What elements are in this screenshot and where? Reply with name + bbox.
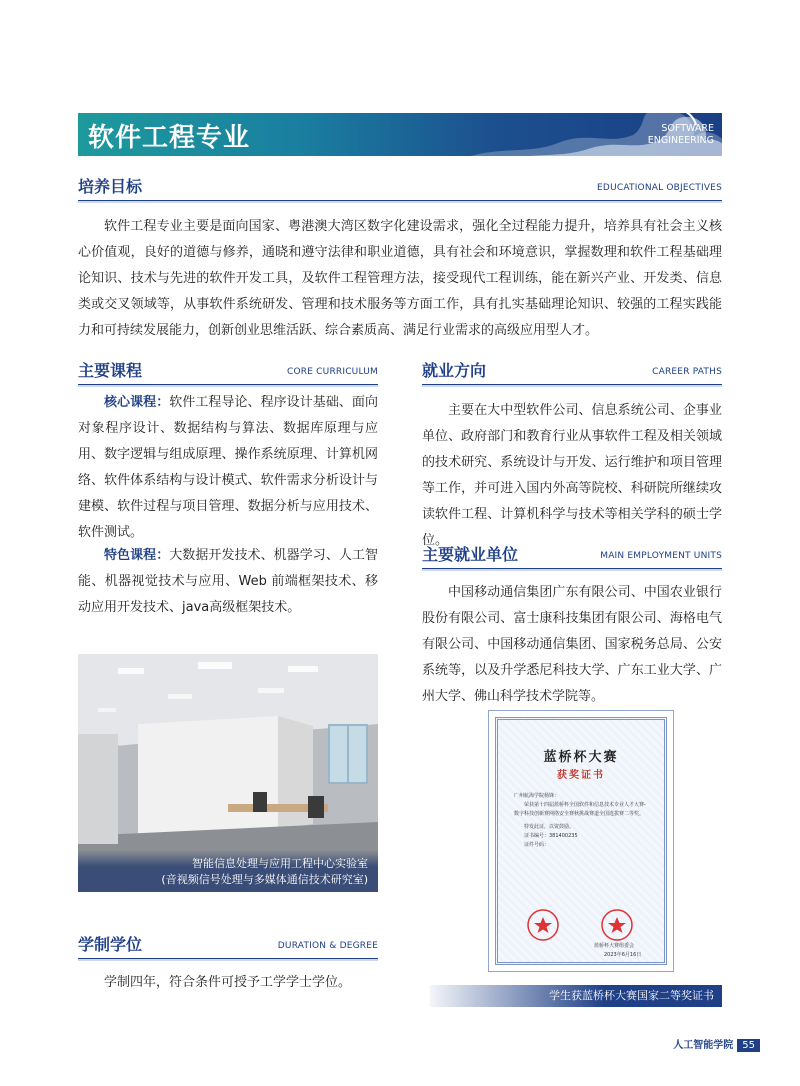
core-courses-label: 核心课程： <box>104 395 170 410</box>
page-number: 55 <box>737 1039 760 1052</box>
objectives-title-en: EDUCATIONAL OBJECTIVES <box>597 183 722 193</box>
special-courses <box>78 543 378 621</box>
duration-title: 学制学位 <box>78 935 143 954</box>
employers-text: 中国移动通信集团广东有限公司、中国农业银行股份有限公司、富士康科技集团有限公司、海格电气有限公司、中国移动通信集团、国家税务总局、公安系统等，以及升学悉尼科技大学、广东工业大学、广州大学、佛山科学技术学院等。 <box>422 585 722 704</box>
certificate-id: 证件号码： <box>524 842 550 848</box>
lab-photo-caption <box>78 850 378 892</box>
page-footer <box>673 1036 760 1052</box>
section-divider <box>78 201 722 203</box>
employers-title: 主要就业单位 <box>422 545 519 564</box>
objectives-text: 软件工程专业主要是面向国家、粤港澳大湾区数字化建设需求，强化全过程能力提升，培养具有社会主义核心价值观，良好的道德与修养，通晓和遵守法律和职业道德，具有社会和环境意识，掌握数理和软件工程基础理论知识、技术与先进的软件开发工具，及软件工程管理方法，接受现代工程训练，能在新兴产业、开发类、信息类或交叉领域等，从事软件系统研发、管理和技术服务等方面工作，具有扎实基础理论知识、较强的工程实践能力和可持续发展能力，创新创业思维活跃、综合素质高、满足行业需求的高级应用型人才。 <box>78 219 722 338</box>
duration-text: 学制四年，符合条件可授予工学学士学位。 <box>104 975 352 990</box>
certificate-subtitle: 获奖证书 <box>557 770 605 781</box>
career-title: 就业方向 <box>422 361 487 380</box>
employers-header <box>422 544 722 569</box>
certificate-body <box>514 792 650 850</box>
footer-school: 人工智能学院 <box>673 1040 734 1051</box>
caption-line2: (音视频信号处理与多媒体通信技术研究室) <box>161 873 368 886</box>
caption-line1: 智能信息处理与应用工程中心实验室 <box>192 857 368 870</box>
certificate-issuer: 蓝桥杯大赛组委会 <box>594 943 635 949</box>
curriculum-header <box>78 360 378 385</box>
section-divider <box>78 385 378 387</box>
certificate-date: 2023年6月16日 <box>604 952 642 958</box>
career-title-en: CAREER PATHS <box>652 367 722 377</box>
core-courses <box>78 390 378 546</box>
objectives-title: 培养目标 <box>78 177 143 196</box>
title-en-line1: SOFTWARE <box>661 123 714 134</box>
curriculum-title-en: CORE CURRICULUM <box>287 367 378 377</box>
certificate-title: 蓝桥杯大赛 <box>543 749 619 764</box>
career-text: 主要在大中型软件公司、信息系统公司、企事业单位、政府部门和教育行业从事软件工程及相关领域的技术研究、系统设计与开发、运行维护和项目管理等工作，并可进入国内外高等院校、科研院所继续攻读软件工程、计算机科学与技术等相关学科的硕士学位。 <box>422 403 722 548</box>
employers-title-en: MAIN EMPLOYMENT UNITS <box>600 551 722 561</box>
section-divider <box>422 385 722 387</box>
award-certificate <box>488 710 674 972</box>
curriculum-title: 主要课程 <box>78 361 143 380</box>
certificate-note: 特发此证，以资鼓励。 <box>524 824 575 830</box>
section-divider <box>78 959 378 961</box>
lab-photo <box>78 654 378 892</box>
title-en-line2: ENGINEERING <box>647 135 714 146</box>
special-courses-label: 特色课程： <box>104 548 170 563</box>
duration-header <box>78 934 378 959</box>
red-seal-left <box>526 908 560 942</box>
page-title-english <box>648 123 714 147</box>
page-banner <box>78 113 722 156</box>
section-divider <box>422 569 722 571</box>
certificate-caption: 学生获蓝桥杯大赛国家二等奖证书 <box>430 985 722 1007</box>
red-seal-right <box>600 908 634 942</box>
certificate-number: 证书编号：381400235 <box>524 833 578 839</box>
duration-title-en: DURATION & DEGREE <box>277 941 378 951</box>
objectives-header <box>78 176 722 201</box>
certificate-frame <box>495 717 667 965</box>
certificate-text: 荣获第十四届蓝桥杯全国软件和信息技术专业人才大赛-数字科技创新赛网络安全赛秋挑战赛道全国选拔赛二等奖。 <box>514 802 646 817</box>
page-title: 软件工程专业 <box>88 123 251 153</box>
career-header <box>422 360 722 385</box>
core-courses-text: 软件工程导论、程序设计基础、面向对象程序设计、数据结构与算法、数据库原理与应用、数字逻辑与组成原理、操作系统原理、计算机网络、软件体系结构与设计模式、软件需求分析设计与建模、软件过程与项目管理、数据分析与应用技术、软件测试。 <box>78 395 378 540</box>
special-courses-text: 大数据开发技术、机器学习、人工智能、机器视觉技术与应用、Web 前端框架技术、移动应用开发技术、java高级框架技术。 <box>78 548 378 615</box>
certificate-recipient: 广州航海学院杨锋： <box>514 793 560 799</box>
